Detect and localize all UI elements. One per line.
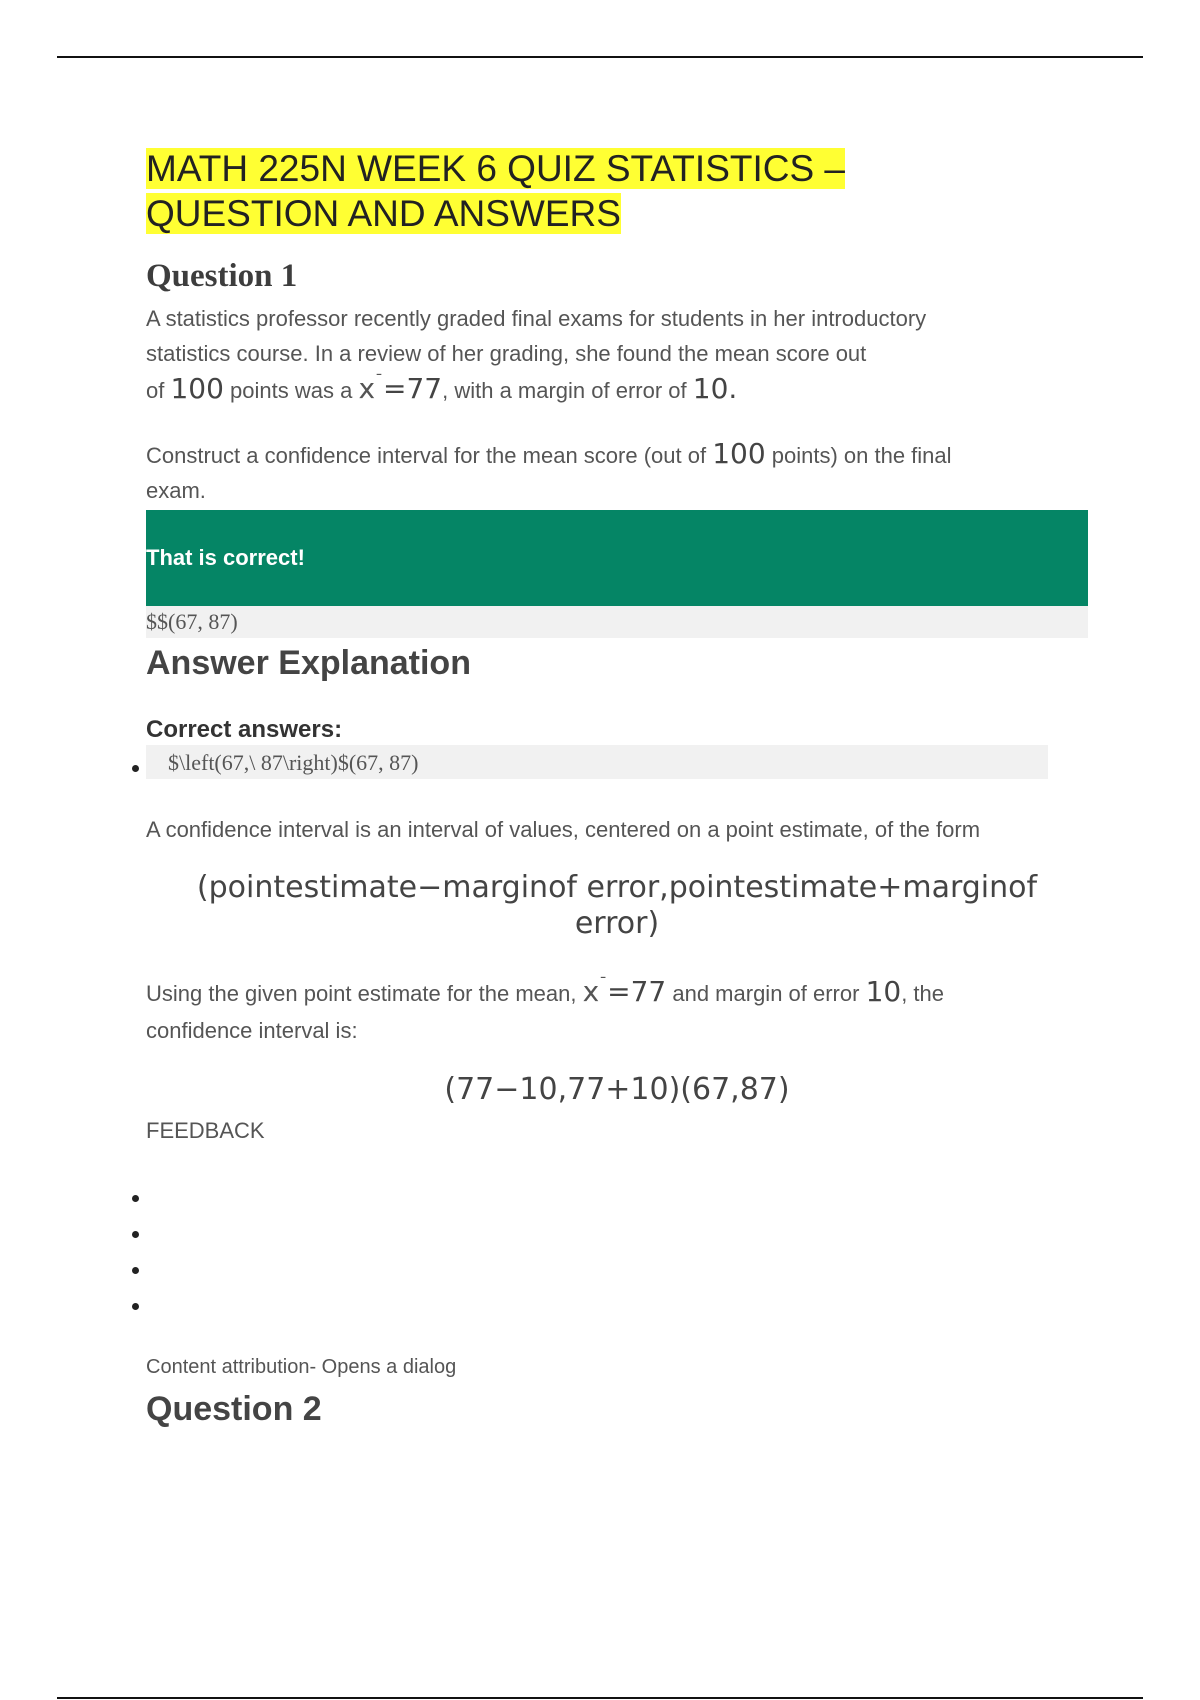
prompt-line-3-mid: points was a xyxy=(223,378,359,403)
using-line-2: confidence interval is: xyxy=(146,1018,358,1043)
prompt-line-2: statistics course. In a review of her grading, she found the mean score out xyxy=(146,341,867,366)
prompt-line-3-pre: of xyxy=(146,378,171,403)
ci-formula-line-1: (pointestimate−marginof error,pointestimate+marginof xyxy=(196,870,1038,905)
feedback-label: FEEDBACK xyxy=(146,1118,265,1143)
margin-of-error-value: 10. xyxy=(692,372,738,405)
ci-general-formula xyxy=(146,870,1088,942)
question-2-heading: Question 2 xyxy=(146,1390,322,1428)
document-title xyxy=(146,146,845,236)
bullet-icon xyxy=(132,1231,139,1238)
ci-result-formula: (77−10,77+10)(67,87) xyxy=(444,1072,790,1107)
xbar-value: =77 xyxy=(383,372,443,405)
task-points-value: 100 xyxy=(712,437,766,470)
using-given-text xyxy=(146,974,1046,1048)
ci-formula-line-2: error) xyxy=(574,906,660,941)
question-1-prompt xyxy=(146,301,1046,410)
using-mid: and margin of error xyxy=(666,981,866,1006)
result-banner-text: That is correct! xyxy=(146,545,305,570)
top-rule xyxy=(57,56,1143,58)
document-title-line1: MATH 225N WEEK 6 QUIZ STATISTICS – xyxy=(146,148,846,189)
document-title-line2: QUESTION AND ANSWERS xyxy=(146,193,621,234)
using-post: , the xyxy=(901,981,945,1006)
definition-text: A confidence interval is an interval of values, centered on a point estimate, of the form xyxy=(146,817,981,842)
question-1-task xyxy=(146,436,1046,508)
task-line-2: exam. xyxy=(146,478,206,503)
using-pre: Using the given point estimate for the mean, xyxy=(146,981,583,1006)
bullet-icon xyxy=(132,1303,139,1310)
margin-of-error-value: 10 xyxy=(865,975,902,1008)
answer-explanation-heading: Answer Explanation xyxy=(146,644,471,682)
xbar-symbol: x¯ xyxy=(582,974,608,1008)
submitted-answer: $$(67, 87) xyxy=(146,606,1088,638)
task-pre: Construct a confidence interval for the mean score (out of xyxy=(146,443,713,468)
correct-answer-1: $\left(67,\ 87\right)$(67, 87) xyxy=(146,745,1048,779)
prompt-line-3-post: , with a margin of error of xyxy=(442,378,693,403)
xbar-value: =77 xyxy=(607,975,667,1008)
correct-answers-label: Correct answers: xyxy=(146,716,343,743)
result-banner xyxy=(146,510,1088,606)
bullet-icon xyxy=(132,1267,139,1274)
prompt-line-1: A statistics professor recently graded final exams for students in her introductory xyxy=(146,306,927,331)
bottom-rule xyxy=(57,1697,1143,1699)
prompt-points-value: 100 xyxy=(170,372,224,405)
question-1-heading: Question 1 xyxy=(146,258,298,294)
bullet-icon xyxy=(132,765,139,772)
content-attribution-link[interactable]: Content attribution- Opens a dialog xyxy=(146,1356,457,1378)
task-post: points) on the final xyxy=(765,443,952,468)
xbar-symbol: x¯ xyxy=(358,371,384,405)
bullet-icon xyxy=(132,1195,139,1202)
